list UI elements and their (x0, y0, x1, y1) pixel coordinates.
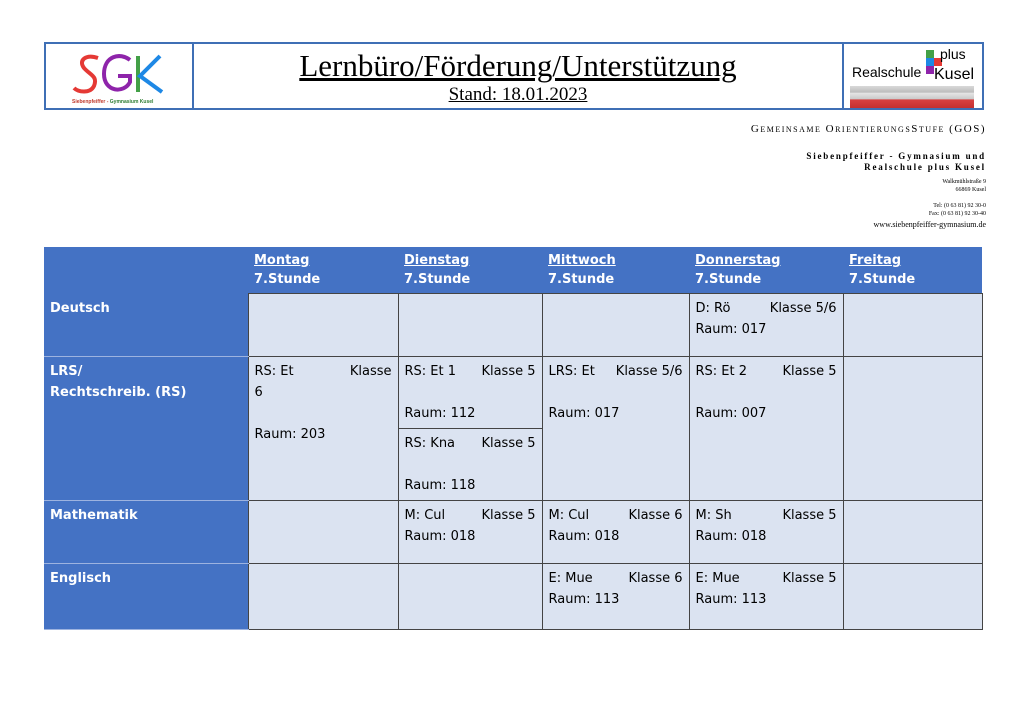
cell-englisch-montag (248, 564, 398, 630)
teacher: RS: Et 1 (404, 364, 457, 379)
teacher: E: Mue (548, 571, 593, 586)
fax: Fax: (0 63 81) 92 30-40 (928, 211, 986, 217)
logo-plus: plus (940, 46, 966, 62)
room: Raum: 203 (254, 427, 326, 442)
hour-label: 7.Stunde (849, 272, 916, 287)
class: Klasse 5 (782, 508, 837, 523)
school-building-image (850, 86, 974, 108)
row-deutsch (44, 294, 982, 357)
class: Klasse 6 (628, 571, 683, 586)
sgk-caption-a: Siebenpfeiffer - (72, 99, 110, 105)
address (942, 178, 986, 194)
cell-lrs-montag (248, 357, 398, 501)
teacher: LRS: Et (548, 364, 595, 379)
cell-lrs-mittwoch (542, 357, 689, 501)
sgk-caption (72, 99, 153, 105)
cell-deutsch-donnerstag (689, 294, 843, 357)
contact (929, 202, 986, 218)
room: Raum: 113 (695, 592, 767, 607)
cell-deutsch-freitag (843, 294, 982, 357)
school-name-line2: Realschule plus Kusel (864, 162, 986, 172)
teacher: E: Mue (695, 571, 740, 586)
subject-lrs (44, 357, 248, 501)
cell-mathe-dienstag (398, 501, 542, 564)
hour-label: 7.Stunde (254, 272, 321, 287)
header-corner (44, 247, 248, 294)
class: Klasse 5 (782, 364, 837, 379)
cell-deutsch-mittwoch (542, 294, 689, 357)
cell-mathe-donnerstag (689, 501, 843, 564)
day-label: Mittwoch (548, 253, 616, 268)
day-label: Dienstag (404, 253, 470, 268)
subject-deutsch: Deutsch (44, 294, 248, 357)
phone: Tel: (0 63 81) 92 30-0 (933, 203, 986, 209)
subject-englisch: Englisch (44, 564, 248, 630)
hour-label: 7.Stunde (695, 272, 762, 287)
logo-square-blue (926, 58, 934, 66)
website-link[interactable]: www.siebenpfeiffer-gymnasium.de (873, 220, 986, 229)
sgk-logo (46, 44, 194, 108)
day-label: Donnerstag (695, 253, 781, 268)
teacher: RS: Et (254, 364, 294, 379)
day-label: Freitag (849, 253, 902, 268)
class: Klasse 6 (628, 508, 683, 523)
cell-lrs-dienstag-1 (398, 357, 542, 429)
timetable (44, 247, 983, 630)
cell-lrs-donnerstag (689, 357, 843, 501)
school-name (806, 151, 986, 173)
cell-englisch-dienstag (398, 564, 542, 630)
room: Raum: 007 (695, 406, 767, 421)
teacher: M: Cul (404, 508, 446, 523)
room: Raum: 112 (404, 406, 476, 421)
subject-lrs-line2: Rechtschreib. (RS) (50, 385, 187, 400)
cell-englisch-donnerstag (689, 564, 843, 630)
cell-mathe-mittwoch (542, 501, 689, 564)
teacher: RS: Et 2 (695, 364, 748, 379)
teacher: RS: Kna (404, 436, 456, 451)
subject-mathematik: Mathematik (44, 501, 248, 564)
page-title: Lernbüro/Förderung/Unterstützung (299, 48, 737, 83)
logo-kusel: Kusel (934, 66, 975, 83)
class: Klasse (349, 364, 392, 379)
row-englisch (44, 564, 982, 630)
row-mathematik (44, 501, 982, 564)
header-box (44, 42, 984, 110)
logo-square-green (926, 50, 934, 58)
gos-heading: Gemeinsame OrientierungsStufe (GOS) (750, 123, 986, 135)
class: Klasse 5/6 (615, 364, 683, 379)
row-lrs (44, 357, 982, 429)
header-dienstag (398, 247, 542, 294)
sgk-caption-b: Gymnasium Kusel (109, 99, 154, 105)
realschule-logo (842, 44, 982, 108)
cell-deutsch-dienstag (398, 294, 542, 357)
header-donnerstag (689, 247, 843, 294)
logo-realschule: Realschule (852, 64, 922, 80)
cell-englisch-mittwoch (542, 564, 689, 630)
class: Klasse 5/6 (769, 301, 837, 316)
cell-englisch-freitag (843, 564, 982, 630)
teacher: M: Sh (695, 508, 732, 523)
room: Raum: 118 (404, 478, 476, 493)
teacher: M: Cul (548, 508, 590, 523)
room: Raum: 018 (695, 529, 767, 544)
address-street: Walkmühlstraße 9 (942, 179, 986, 185)
day-label: Montag (254, 253, 310, 268)
address-city: 66869 Kusel (955, 187, 986, 193)
class: Klasse 5 (481, 436, 536, 451)
stand-date: Stand: 18.01.2023 (448, 84, 588, 105)
room: Raum: 017 (695, 322, 767, 337)
class: Klasse 5 (782, 571, 837, 586)
cell-lrs-freitag (843, 357, 982, 501)
room: Raum: 018 (404, 529, 476, 544)
room: Raum: 018 (548, 529, 620, 544)
sgk-logo-icon (68, 50, 168, 96)
cell-deutsch-montag (248, 294, 398, 357)
school-name-line1: Siebenpfeiffer - Gymnasium und (806, 151, 986, 161)
cell-mathe-freitag (843, 501, 982, 564)
class: Klasse 5 (481, 364, 536, 379)
header-freitag (843, 247, 982, 294)
cell-lrs-dienstag-2 (398, 429, 542, 501)
cell-mathe-montag (248, 501, 398, 564)
hour-label: 7.Stunde (548, 272, 615, 287)
hour-label: 7.Stunde (404, 272, 471, 287)
class-number: 6 (254, 385, 263, 400)
title-block (194, 44, 842, 108)
header-montag (248, 247, 398, 294)
table-header-row (44, 247, 982, 294)
subject-lrs-line1: LRS/ (50, 364, 83, 379)
class: Klasse 5 (481, 508, 536, 523)
room: Raum: 113 (548, 592, 620, 607)
logo-square-purple (926, 66, 934, 74)
room: Raum: 017 (548, 406, 620, 421)
teacher: D: Rö (695, 301, 731, 316)
header-mittwoch (542, 247, 689, 294)
